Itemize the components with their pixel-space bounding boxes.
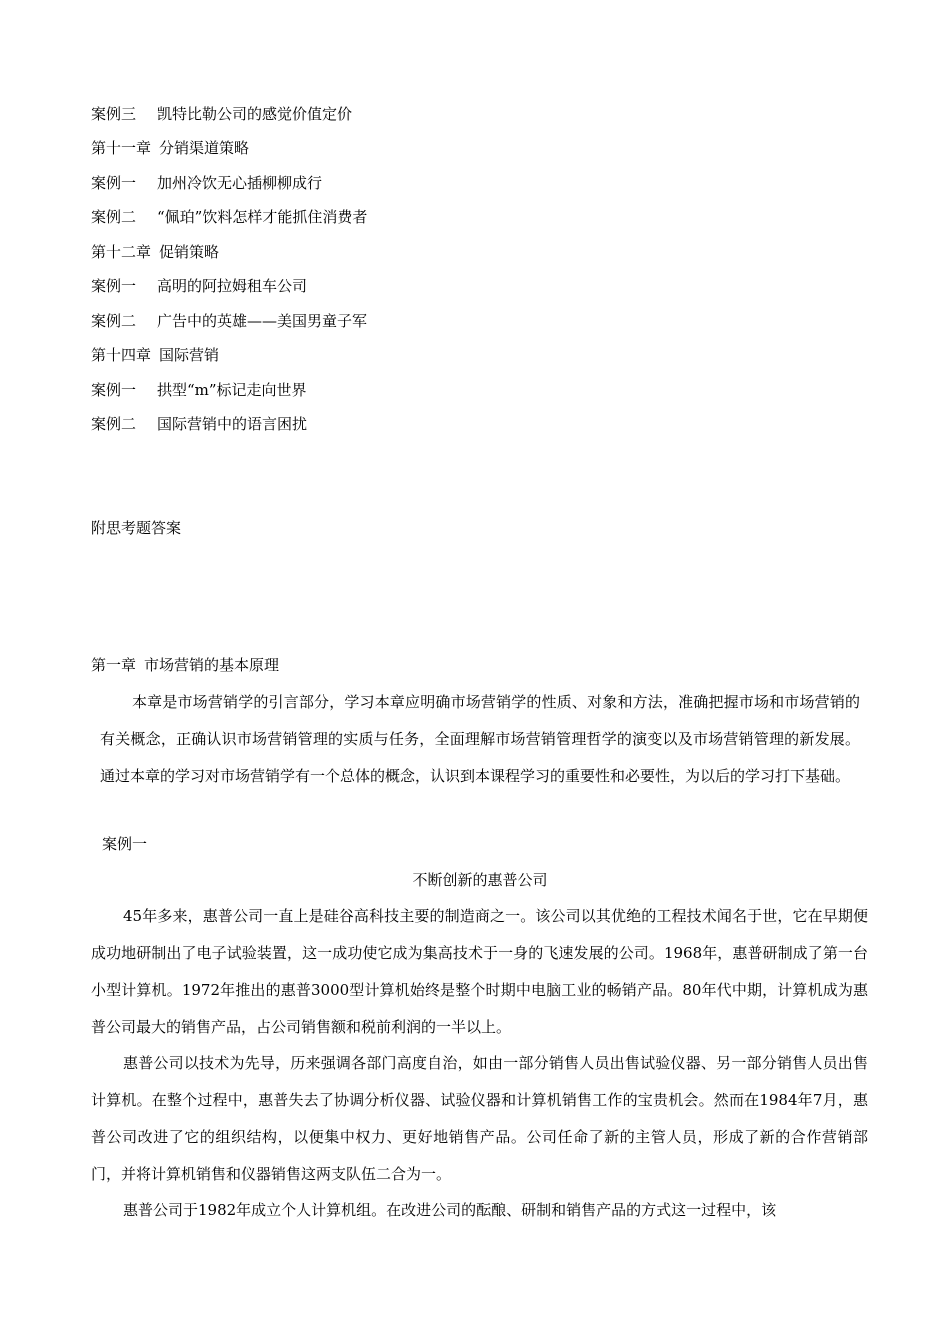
toc-entry	[91, 207, 367, 227]
toc-chapter-entry	[91, 242, 219, 262]
toc-entry	[91, 380, 307, 400]
toc-chapter-entry	[91, 345, 219, 365]
answers-heading: 附思考题答案	[91, 519, 182, 537]
toc-entry-title: 广告中的英雄——美国男童子军	[157, 312, 368, 330]
body-paragraph: 惠普公司以技术为先导，历来强调各部门高度自治，如由一部分销售人员出售试验仪器、另一部分销售人员出售计算机。在整个过程中，惠普失去了协调分析仪器、试验仪器和计算机销售工作的宝贵机会。然而在1984年7月，惠普公司改进了它的组织结构，以便集中权力、更好地销售产品。公司任命了新的主管人员，形成了新的合作营销部门，并将计算机销售和仪器销售这两支队伍二合为一。	[91, 1054, 868, 1183]
toc-entry-label: 案例二	[91, 208, 137, 226]
toc-entry-label: 案例三	[91, 105, 137, 123]
toc-entry-label: 第十一章	[91, 139, 152, 157]
chapter-intro-paragraph: 本章是市场营销学的引言部分，学习本章应明确市场营销学的性质、对象和方法，准确把握市场和市场营销的有关概念，正确认识市场营销管理的实质与任务，全面理解市场营销管理哲学的演变以及市场营销管理的新发展。通过本章的学习对市场营销学有一个总体的概念，认识到本课程学习的重要性和必要性，为以后的学习打下基础。	[100, 693, 860, 785]
toc-entry-title: 促销策略	[159, 243, 220, 261]
toc-entry-title: 分销渠道策略	[159, 139, 250, 157]
toc-entry-title: “佩珀”饮料怎样才能抓住消费者	[157, 208, 368, 226]
toc-entry	[91, 414, 307, 434]
toc-entry-title: 拱型“m”标记走向世界	[157, 381, 307, 399]
body-paragraph: 惠普公司于1982年成立个人计算机组。在改进公司的酝酿、研制和销售产品的方式这一过程中，该	[123, 1201, 777, 1219]
toc-entry	[91, 104, 352, 124]
toc-entry-label: 案例二	[91, 415, 137, 433]
toc-entry-title: 加州冷饮无心插柳柳成行	[157, 174, 323, 192]
toc-entry-label: 案例一	[91, 277, 137, 295]
toc-entry	[91, 311, 367, 331]
case-label: 案例一	[102, 835, 148, 853]
chapter-label: 第一章	[91, 656, 137, 674]
toc-entry-label: 案例一	[91, 381, 137, 399]
toc-entry-title: 国际营销中的语言困扰	[157, 415, 308, 433]
toc-chapter-entry	[91, 138, 249, 158]
toc-entry-title: 国际营销	[159, 346, 220, 364]
chapter-name: 市场营销的基本原理	[144, 656, 280, 674]
toc-entry	[91, 173, 322, 193]
chapter-title	[91, 655, 279, 675]
toc-entry-title: 凯特比勒公司的感觉价值定价	[157, 105, 353, 123]
toc-entry-title: 高明的阿拉姆租车公司	[157, 277, 308, 295]
toc-entry-label: 第十四章	[91, 346, 152, 364]
case-title	[0, 870, 950, 890]
toc-entry-label: 第十二章	[91, 243, 152, 261]
toc-entry-label: 案例二	[91, 312, 137, 330]
body-paragraph: 45年多来，惠普公司一直上是硅谷高科技主要的制造商之一。该公司以其优绝的工程技术闻名于世，它在早期便成功地研制出了电子试验装置，这一成功使它成为集高技术于一身的飞速发展的公司。1968年，惠普研制成了第一台小型计算机。1972年推出的惠普3000型计算机始终是整个时期中电脑工业的畅销产品。80年代中期，计算机成为惠普公司最大的销售产品，占公司销售额和税前利润的一半以上。	[91, 907, 868, 1036]
case-title-text: 不断创新的惠普公司	[412, 871, 548, 889]
toc-entry	[91, 276, 307, 296]
toc-entry-label: 案例一	[91, 174, 137, 192]
